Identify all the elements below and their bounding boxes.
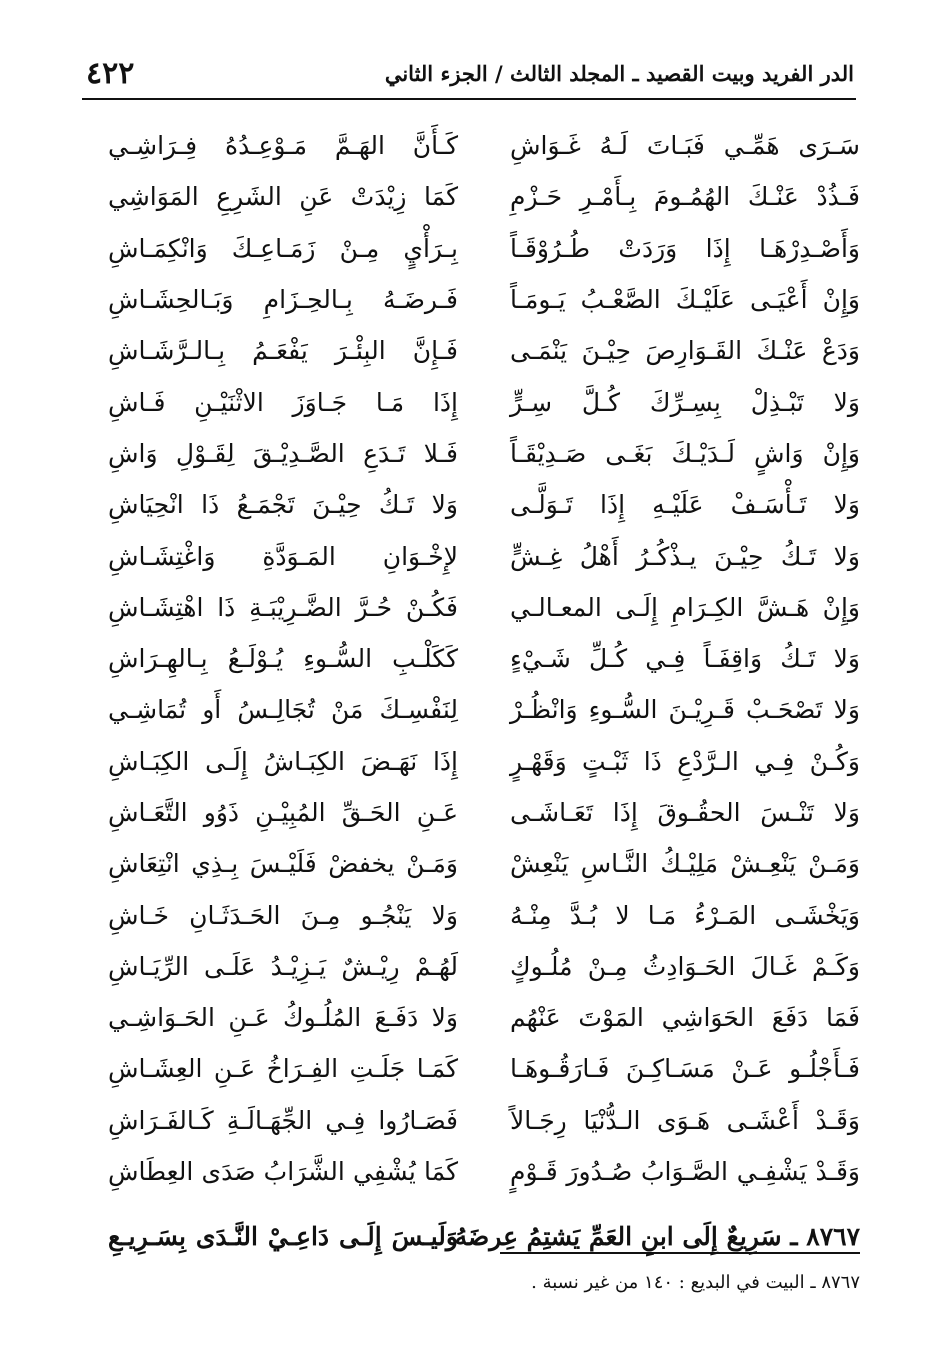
verse-line: [108, 530, 860, 581]
hemistich-first: وَإِنْ أَعْيَـى عَلَيْـكَ الصَّعْـبُ يَـومَـاً: [510, 285, 860, 315]
hemistich-first: وَمَـنْ يَنْعِـشْ مَلِيْـكُ النَّـاسِ يَنْعِشْ: [510, 849, 860, 879]
hemistich-first: وَأَصْـدِرْهَـا إِذَا وَرَدَتْ طُـرُوْقَـاً: [510, 233, 860, 263]
hemistich-first: وَلا تَـكُ وَاقِفَـاً فِـي كُـلِّ شَـيْءٍ: [510, 644, 860, 674]
verse-line: [108, 1043, 860, 1094]
verse-line: [108, 838, 860, 889]
hemistich-first: وَلا تَبْـذِلْ بِسِـرِّكَ كُـلَّ سِـرٍّ: [510, 387, 860, 417]
footnote: ٨٧٦٧ ـ البيت في البديع : ١٤٠ من غير نسبة .: [531, 1272, 860, 1293]
verse-line: [108, 992, 860, 1043]
verse-line: [108, 582, 860, 633]
hemistich-first: سَـرَى هَمِّـي فَبَـاتَ لَـهُ غَـوَاشِ: [510, 131, 860, 161]
hemistich-first: فَمَا دَفَعَ الحَوَاشِي المَوْتَ عَنْهُم: [510, 1003, 860, 1033]
hemistich-second: كَـأَنَّ الهَـمَّ مَـوْعِـدُهُ فِـرَاشِـي: [108, 131, 458, 161]
hemistich-second: لإِخْـوَانِ المَـوَدَّةِ وَاغْتِشَـاشِ: [108, 541, 458, 571]
verse-line: [108, 736, 860, 787]
hemistich-first: فَـذُدْ عَنْـكَ الهُمُـومَ بِـأَمْـرِ حَـزْمِ: [510, 182, 860, 212]
hemistich-second: كَكَلْـبِ السُّـوءِ يُـوْلَـعُ بِـالهِـرَاشِ: [108, 644, 458, 674]
hemistich-first: وَلا تَـكُ حِيْـنَ يـذْكُـرُ أَهْلُ غِـشٍّ: [510, 541, 860, 571]
hemistich-second: كَمَا زِيْدَتْ عَنِ الشَرِعِ المَوَاشِي: [108, 182, 458, 212]
hemistich-second: فَصَـارُوا فِـي الجِّهَـالَـةِ كَـالفَـرَاشِ: [108, 1105, 458, 1135]
running-title: الدر الفريد وبيت القصيد ـ المجلد الثالث / الجزء الثاني: [384, 60, 854, 86]
verse-line-numbered: [108, 1211, 860, 1262]
hemistich-second: وَلا تَـكُ حِيْـنَ تَجْمَـعُ ذَا انْحِيَاشِ: [108, 490, 458, 520]
footnote-rule: [500, 1252, 860, 1254]
hemistich-second: إِذَا مَـا جَـاوَزَ الاثْنَيْـنِ فَـاشِ: [108, 387, 458, 417]
hemistich-second: وَمَـنْ يخفضْ فَلَيْـسَ بِـذِي انْتِعَاشِ: [108, 849, 458, 879]
hemistich-second: وَلَيـسَ إِلَـى دَاعِـيْ النَّـدَى بِسَـرِيـعِ: [108, 1222, 458, 1252]
page-number: ٤٢٢: [86, 55, 135, 91]
hemistich-first: وَلا تَنْـسَ الحقُـوقَ إِذَا تَعَـاشَـى: [510, 798, 860, 827]
hemistich-second: وَلا يَنْجُـو مِـنَ الحَـدَثَـانِ خَـاشِ: [108, 900, 458, 930]
verse-line: [108, 941, 860, 992]
hemistich-first: وَإِنْ وَاشٍ لَـدَيْـكَ بَغَـى صَـدِيْقَـاً: [510, 438, 860, 468]
hemistich-first: وَيَخْشَـى المَـرْءُ مَـا لا بُـدَّ مِنْـهُ: [510, 900, 860, 930]
verse-line: [108, 1146, 860, 1197]
hemistich-second: وَلا دَفَـعَ المُلُـوكُ عَـنِ الحَـوَاشِـي: [108, 1003, 458, 1033]
header-rule: [82, 98, 856, 100]
hemistich-second: كَمَـا جَلَـتِ الفِـرَاخُ عَـنِ العِشَـاشِ: [108, 1054, 458, 1084]
hemistich-second: لَهُـمْ رِيْـشٌ يَـزِيْـدُ عَلَـى الرِّيَـاشِ: [108, 951, 458, 981]
verse-line: [108, 684, 860, 735]
hemistich-first: وَقَـدْ يَشْفِـي الصَّـوَابُ صُـدُورَ قَـوْمٍ: [510, 1157, 860, 1187]
verse-line: [108, 325, 860, 376]
verse-line: [108, 633, 860, 684]
verse-line: [108, 889, 860, 940]
hemistich-first: وَكَـمْ غَـالَ الحَـوَادِثُ مِـنْ مُلُـوكٍ: [510, 951, 860, 981]
verse-line: [108, 787, 860, 838]
hemistich-second: لِنَفْسِـكَ مَنْ تُجَالِـسُ أَو تُمَاشِـي: [108, 695, 458, 725]
page-header: [86, 52, 854, 94]
hemistich-first: وَقَـدْ أَعْشَـى هَـوَى الـدُّنْيَا رِجَـالاً: [510, 1105, 860, 1135]
hemistich-first: ٨٧٦٧ ـ سَرِيعٌ إِلَى ابنِ العَمِّ يَشتِمُ عِرضَهُ: [454, 1222, 860, 1252]
verse-line: [108, 274, 860, 325]
hemistich-second: إِذَا نَهَـضَ الكِبَـاشُ إِلَـى الكِبَـاشِ: [108, 746, 458, 776]
verse-line: [108, 1095, 860, 1146]
verse-line: [108, 171, 860, 222]
hemistich-second: كَمَا يُشْفِي الشَّرَابُ صَدَى العِطَاشِ: [108, 1157, 458, 1187]
hemistich-second: بِـرَأْيٍ مِـنْ زَمَـاعِـكَ وَانْكِمَـاشِ: [108, 233, 458, 263]
verse-line: [108, 479, 860, 530]
hemistich-second: فَـلا تَـدَعِ الصَّـدِيْـقَ لِقَـوْلِ وَاشِ: [108, 438, 458, 468]
hemistich-first: فَـأَجْلُـو عَـنْ مَسَـاكِـنَ فَـارَقُـوهَـا: [510, 1054, 860, 1084]
hemistich-first: وَلا تَصْحَـبْ قَـرِيْـنَ السُّـوءِ وَانْظُـرْ: [510, 695, 860, 725]
hemistich-first: وَكُـنْ فِـي الـرَّدْعِ ذَا ثَبْـتٍ وَقَهْـرٍ: [510, 746, 860, 776]
hemistich-second: عَـنِ الحَـقِّ المُبِيْـنِ ذَوُو التَّعَـاشِ: [108, 798, 458, 827]
verse-line: [108, 428, 860, 479]
verse-line: [108, 120, 860, 171]
hemistich-second: فَـإِنَّ البِئْـرَ يَفْعَـمُ بِـالـرَّشَـاشِ: [108, 336, 458, 366]
poem: [108, 120, 860, 1263]
hemistich-second: فَـرضَـهُ بِـالحِـزَامِ وَبَـالحِشَـاشِ: [108, 285, 458, 315]
verse-line: [108, 223, 860, 274]
hemistich-second: فَكُـنْ حُـرَّ الضَّـرِيْبَـةِ ذَا اهْتِشَـاشِ: [108, 592, 458, 622]
hemistich-first: وَلا تَـأْسَـفْ عَلَيْـهِ إِذَا تَـوَلَّـى: [510, 490, 860, 520]
verse-line: [108, 376, 860, 427]
hemistich-first: وَإِنْ هَـشَّ الكِـرَامِ إِلَـى المعـالـي: [510, 592, 860, 622]
hemistich-first: وَدَعْ عَنْـكَ القَـوَارِصَ حِيْـنَ يَنْمَـى: [510, 336, 860, 366]
